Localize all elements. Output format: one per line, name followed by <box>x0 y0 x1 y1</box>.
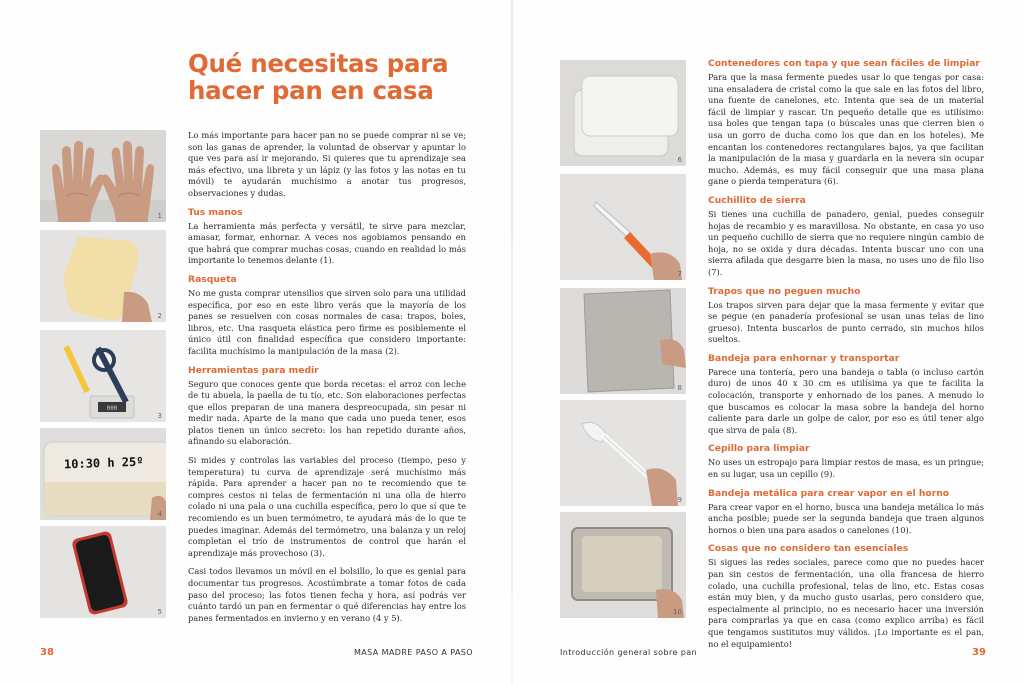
dough-container-photo <box>40 428 166 520</box>
section-heading: Trapos que no peguen mucho <box>708 285 861 297</box>
section-heading: Contenedores con tapa y que sean fáciles de limpiar <box>708 58 980 69</box>
baking-tray-photo <box>560 288 686 394</box>
section-heading: Bandeja para enhornar y transportar <box>708 352 900 364</box>
section-paragraph: No me gusta comprar utensilios que sirven solo para una utilidad específica, por eso en este libro verás que la mayoría de los panes se resuelven con cosas normales de casa: trapos, boles, libros, etc. Una rasqueta elástica pero firme es posiblemente el único útil con finalidad específica que considero importante: facilita muchísimo la manipulación de la masa (2). <box>188 287 466 356</box>
svg-text:000: 000 <box>106 405 118 412</box>
left-text-column <box>188 130 466 631</box>
scraper-photo <box>40 230 166 322</box>
right-text-column <box>708 58 984 657</box>
tray-illustration <box>560 288 686 394</box>
mobile-phone-photo <box>40 526 166 618</box>
metal-pan-photo <box>560 512 686 618</box>
section-paragraph: Para que la masa fermente puedes usar lo que tengas por casa: una ensaladera de cristal como la que sale en las fotos del libro, una fuente de canelones, etc. Intenta que sea de un material fácil de limpiar y rascar. Un pequeño detalle que es utilísimo: usa boles que tengan tapa (o búscales unas que cierren bien o usa un gorro de ducha como los que dan en los hoteles). Me encantan los contenedores rectangulares bajos, ya que facilitan la manipulación de la masa y guardarla en la nevera sin ocupar mucho. Además, es muy fácil conseguir que una masa plana gane o pierda temperatura (6). <box>708 72 984 187</box>
tools-illustration <box>40 330 166 422</box>
photo-number: 6 <box>677 156 682 164</box>
section-heading: Herramientas para medir <box>188 364 319 376</box>
phone-illustration <box>40 526 166 618</box>
running-head: MASA MADRE PASO A PASO <box>354 648 473 657</box>
section-heading: Rasqueta <box>188 273 237 285</box>
serrated-knife-photo <box>560 174 686 280</box>
intro-paragraph: Lo más importante para hacer pan no se puede comprar ni se ve; son las ganas de aprender, la voluntad de observar y apuntar lo que ves para así ir mejorando. Si quieres que tu aprendizaje sea más efectivo, una libreta y un lápiz (y las fotos y las notas en tu móvil) te ayudarán muchísimo a anotar tus progresos, observaciones y dudas. <box>188 130 466 198</box>
dough-illustration <box>40 428 166 520</box>
page-number: 38 <box>40 647 54 658</box>
section-heading: Cepillo para limpiar <box>708 443 810 455</box>
section-heading: Cuchillito de sierra <box>708 194 806 206</box>
section-paragraph: Si mides y controlas las variables del proceso (tiempo, peso y temperatura) tu curva de aprendizaje será muchísimo más rápida. Para aprender a hacer pan no te recomiendo que te compres cestos ni telas de fermentación ni una olla de hierro colado ni una pala o una cuchilla específica, pero lo que sí que te recomiendo es un buen termómetro, te ayudará más de lo que te puedes imaginar. Además del termómetro, una balanza y un reloj completan el trío de instrumentos de control que harán el aprendizaje más provechoso (3). <box>188 455 466 558</box>
marker-label: 10:30 h 25º <box>63 454 144 472</box>
hands-illustration <box>40 130 166 222</box>
section-heading: Cosas que no considero tan esenciales <box>708 543 909 555</box>
section-paragraph: Si tienes una cuchilla de panadero, genial, puedes conseguir hojas de recambio y es maravillosa. No obstante, en casa yo uso un pequeño cuchillo de sierra que no requiere ningún cambio de hoja, no se oxida y dura décadas. Intenta buscar uno con una sierra afilada que desgarre bien la masa, no uses uno de filo liso (7). <box>708 208 984 277</box>
section-paragraph: Casi todos llevamos un móvil en el bolsillo, lo que es genial para documentar tus progresos. Acostúmbrate a tomar fotos de cada paso del proceso; las fotos tienen fecha y hora, así podrás ver cuánto tardó un pan en fermentar o qué diferencias hay entre los panes fermentados en invierno y en verano (4 y 5). <box>188 566 466 623</box>
section-heading: Bandeja metálica para crear vapor en el horno <box>708 487 950 499</box>
section-paragraph: Los trapos sirven para dejar que la masa fermente y evitar que se pegue (en panadería profesional se usan unas telas de lino grueso). Intenta buscarlos de punto cerrado, sin muchos hilos sueltos. <box>708 299 984 345</box>
photo-number: 2 <box>157 312 162 320</box>
section-paragraph: La herramienta más perfecta y versátil, te sirve para mezclar, amasar, formar, enhornar. A veces nos agobiamos pensando en que habrá que comprar muchas cosas, cuando en realidad lo más importante lo tenemos delante (1). <box>188 220 466 266</box>
right-page <box>512 0 1024 683</box>
section-paragraph: Para crear vapor en el horno, busca una bandeja metálica lo más ancha posible; puede ser la segunda bandeja que traen algunos hornos o bien una para asados o canelones (10). <box>708 501 984 535</box>
pan-illustration <box>560 512 686 618</box>
section-paragraph: Parece una tontería, pero una bandeja o tabla (o incluso cartón duro) de unos 40 x 30 cm es utilísima ya que te facilita la colocación, transporte y enhornado de los panes. A menudo lo que buscamos es colocar la masa sobre la bandeja del horno caliente para darle un golpe de calor, por eso es útil tener algo que sirva de pala (8). <box>708 366 984 435</box>
hands-photo <box>40 130 166 222</box>
photo-number: 4 <box>157 510 162 518</box>
thermometer-scale-watch-photo <box>40 330 166 422</box>
photo-number: 5 <box>157 608 162 616</box>
section-heading: Tus manos <box>188 206 243 218</box>
photo-number: 3 <box>157 412 162 420</box>
knife-illustration <box>560 174 686 280</box>
brush-photo <box>560 400 686 506</box>
photo-number: 1 <box>157 212 162 220</box>
scraper-illustration <box>40 230 166 322</box>
photo-number: 7 <box>677 270 682 278</box>
page-number: 39 <box>972 647 986 658</box>
section-paragraph: Si sigues las redes sociales, parece como que no puedes hacer pan sin cestos de fermentación, una olla francesa de hierro colado, una cuchilla profesional, telas de lino, etc. Estas cosas están muy bien, y da mucho gusto usarlas, pero considero que, especialmente al principio, no es necesario hacer una inversión para comprarlas ya que en casa (como explico arriba) es fácil que tengamos sustitutos muy válidos. ¡Lo importante es el pan, no el equipamiento! <box>708 557 984 649</box>
photo-number: 10 <box>673 608 682 616</box>
brush-illustration <box>560 400 686 506</box>
section-paragraph: Seguro que conoces gente que borda recetas: el arroz con leche de tu abuela, la paella de tu tío, etc. Son elaboraciones perfectas que ellos preparan de una manera despreocupada, sin pesar ni medir nada. Aparte de la mano que cada uno pueda tener, esos platos tienen un único secreto: los han repetido durante años, afinando su elaboración. <box>188 378 466 447</box>
section-paragraph: No uses un estropajo para limpiar restos de masa, es un pringue; en su lugar, usa un cepillo (9). <box>708 457 984 480</box>
container-lid-photo <box>560 60 686 166</box>
running-head: Introducción general sobre pan <box>560 648 697 657</box>
photo-number: 9 <box>677 496 682 504</box>
photo-number: 8 <box>677 384 682 392</box>
page-title: Qué necesitas para hacer pan en casa <box>188 49 449 105</box>
container-illustration <box>560 60 686 166</box>
